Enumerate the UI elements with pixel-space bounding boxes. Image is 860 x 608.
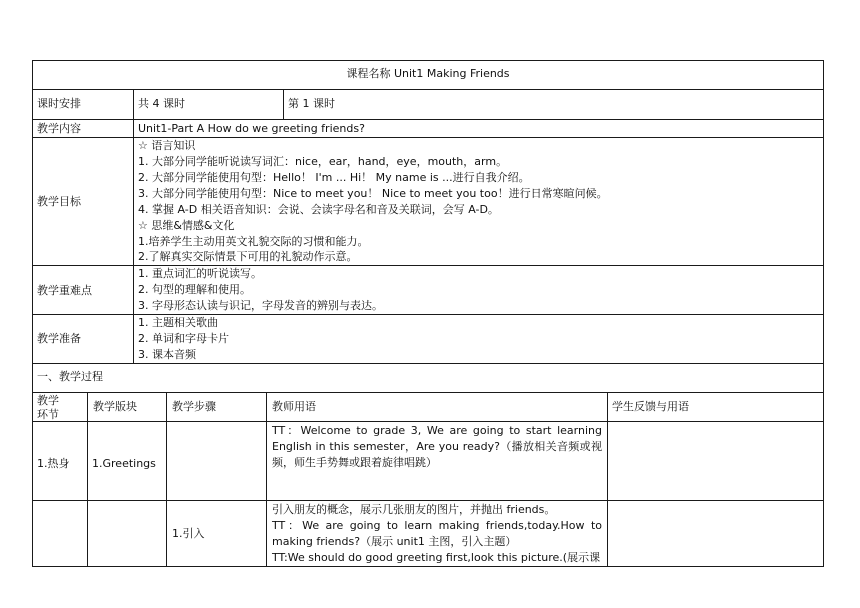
header-stage-line1: 教学 bbox=[37, 394, 59, 407]
prep-label: 教学准备 bbox=[37, 332, 81, 345]
content-value: Unit1-Part A How do we greeting friends? bbox=[138, 122, 365, 135]
schedule-label: 课时安排 bbox=[37, 97, 81, 110]
rule-title-bottom bbox=[32, 89, 824, 90]
rule-col-teacher bbox=[266, 392, 267, 567]
schedule-total: 共 4 课时 bbox=[138, 97, 185, 110]
row2-teacher-line: TT:We should do good greeting first,look this picture.(展示课 bbox=[272, 551, 601, 564]
rule-process-title-bottom bbox=[32, 392, 824, 393]
schedule-current: 第 1 课时 bbox=[288, 97, 335, 110]
rule-schedule-split bbox=[283, 89, 284, 120]
prep-line: 1. 主题相关歌曲 bbox=[138, 316, 218, 329]
rule-col-step bbox=[166, 392, 167, 567]
goals-line: 1. 大部分同学能听说读写词汇：nice，ear，hand，eye，mouth，arm。 bbox=[138, 155, 508, 168]
row2-step: 1.引入 bbox=[172, 527, 205, 540]
row1-teacher: TT：Welcome to grade 3, We are going to start learning English in this semester，Are you ready?（播放相关音频或视频，师生手势舞或跟着旋律唱跳） bbox=[272, 424, 602, 469]
rule-right bbox=[823, 60, 824, 567]
goals-label: 教学目标 bbox=[37, 195, 81, 208]
rule-schedule-bottom bbox=[32, 119, 824, 120]
prep-line: 3. 课本音频 bbox=[138, 348, 196, 361]
prep-line: 2. 单词和字母卡片 bbox=[138, 332, 229, 345]
row1-block: 1.Greetings bbox=[92, 457, 156, 470]
keypoints-label: 教学重难点 bbox=[37, 284, 92, 297]
rule-left bbox=[32, 60, 33, 567]
header-teacher: 教师用语 bbox=[272, 400, 316, 413]
header-step: 教学步骤 bbox=[172, 400, 216, 413]
content-label: 教学内容 bbox=[37, 122, 81, 135]
goals-line: 2. 大部分同学能使用句型：Hello！ I'm ... Hi！ My name is ...进行自我介绍。 bbox=[138, 171, 530, 184]
row1-stage: 1.热身 bbox=[37, 457, 70, 470]
course-title: 课程名称 Unit1 Making Friends bbox=[346, 67, 510, 80]
rule-top bbox=[32, 60, 824, 61]
goals-line: 2.了解真实交际情景下可用的礼貌动作示意。 bbox=[138, 250, 358, 263]
goals-line: 4. 掌握 A-D 相关语音知识：会说、会读字母名和音及关联词，会写 A-D。 bbox=[138, 203, 499, 216]
keypoints-line: 3. 字母形态认读与识记，字母发音的辨别与表达。 bbox=[138, 299, 383, 312]
rule-row1-bottom bbox=[32, 500, 824, 501]
row2-teacher-line: TT：We are going to learn making friends,today.How to making friends?（展示 unit1 主图，引入主题） bbox=[272, 519, 602, 548]
goals-line: ☆ 思维&情感&文化 bbox=[138, 219, 235, 232]
goals-line: 1.培养学生主动用英文礼貌交际的习惯和能力。 bbox=[138, 235, 369, 248]
rule-col-block bbox=[87, 392, 88, 567]
header-block: 教学版块 bbox=[93, 400, 137, 413]
rule-header-bottom bbox=[32, 421, 824, 422]
rule-col-student bbox=[607, 392, 608, 567]
row2-teacher-line: 引入朋友的概念，展示几张朋友的图片，并抛出 friends。 bbox=[272, 503, 556, 516]
keypoints-line: 1. 重点词汇的听说读写。 bbox=[138, 267, 262, 280]
rule-bottom bbox=[32, 566, 824, 567]
goals-line: ☆ 语言知识 bbox=[138, 139, 196, 152]
header-stage-line2: 环节 bbox=[37, 408, 59, 421]
goals-line: 3. 大部分同学能使用句型：Nice to meet you！ Nice to meet you too！进行日常寒暄问候。 bbox=[138, 187, 608, 200]
keypoints-line: 2. 句型的理解和使用。 bbox=[138, 283, 251, 296]
process-title: 一、教学过程 bbox=[37, 370, 103, 383]
header-student: 学生反馈与用语 bbox=[612, 400, 689, 413]
rule-prep-bottom bbox=[32, 363, 824, 364]
rule-label-col bbox=[133, 89, 134, 364]
